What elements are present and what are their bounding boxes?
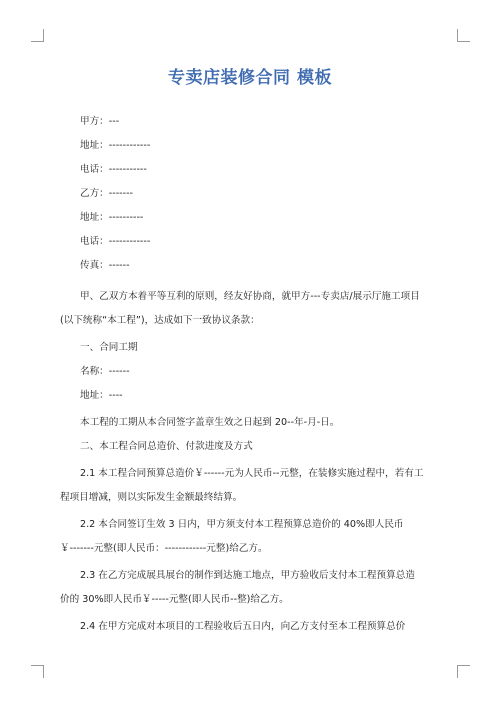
crop-mark-bottom-right <box>457 665 470 678</box>
section-1-text: 本工程的工期从本合同签字盖章生效之日起到 20--年-月-日。 <box>80 417 340 428</box>
section-2-heading: 二、本工程合同总造价、付款进度及方式 <box>80 441 253 452</box>
clause-2-3-line-2: 价的 30%即人民币￥-----元整(即人民币--整)给乙方。 <box>60 594 289 605</box>
party-a-address-field: 地址：------------ <box>80 140 151 151</box>
section-1-heading: 一、合同工期 <box>80 342 138 353</box>
intro-line-2: (以下统称“本工程”)，达成如下一致协议条款： <box>60 315 260 326</box>
clause-2-2-line-2: ￥-------元整(即人民币：------------元整)给乙方。 <box>60 543 268 554</box>
section-1-name-field: 名称：------ <box>80 366 130 377</box>
clause-2-3-line-1: 2.3 在乙方完成展具展台的制作到达施工地点，甲方验收后支付本工程预算总造 <box>80 570 415 581</box>
clause-2-2-line-1: 2.2 本合同签订生效 3 日内，甲方须支付本工程预算总造价的 40%即人民币 <box>80 519 404 530</box>
clause-2-1-line-1: 2.1 本工程合同预算总造价￥------元为人民币--元整，在装修实施过程中，若有工 <box>80 468 424 479</box>
clause-2-1-line-2: 程项目增减，则以实际发生金额最终结算。 <box>60 492 243 503</box>
crop-mark-top-left <box>31 29 44 42</box>
party-b-fax-field: 传真：------ <box>80 260 130 271</box>
party-b-address-field: 地址：---------- <box>80 212 144 223</box>
crop-mark-top-right <box>457 29 470 42</box>
party-a-phone-field: 电话：----------- <box>80 164 147 175</box>
clause-2-4-line-1: 2.4 在甲方完成对本项目的工程验收后五日内，向乙方支付至本工程预算总价 <box>80 621 406 632</box>
crop-mark-bottom-left <box>31 665 44 678</box>
party-a-field: 甲方：--- <box>80 116 120 127</box>
party-b-field: 乙方：------- <box>80 188 134 199</box>
intro-line-1: 甲、乙双方本着平等互利的原则，经友好协商，就甲方---专卖店/展示厅施工项目 <box>80 291 420 302</box>
party-b-phone-field: 电话：------------ <box>80 236 151 247</box>
section-1-address-field: 地址：---- <box>80 390 123 401</box>
document-title: 专卖店装修合同 模板 <box>168 68 332 88</box>
